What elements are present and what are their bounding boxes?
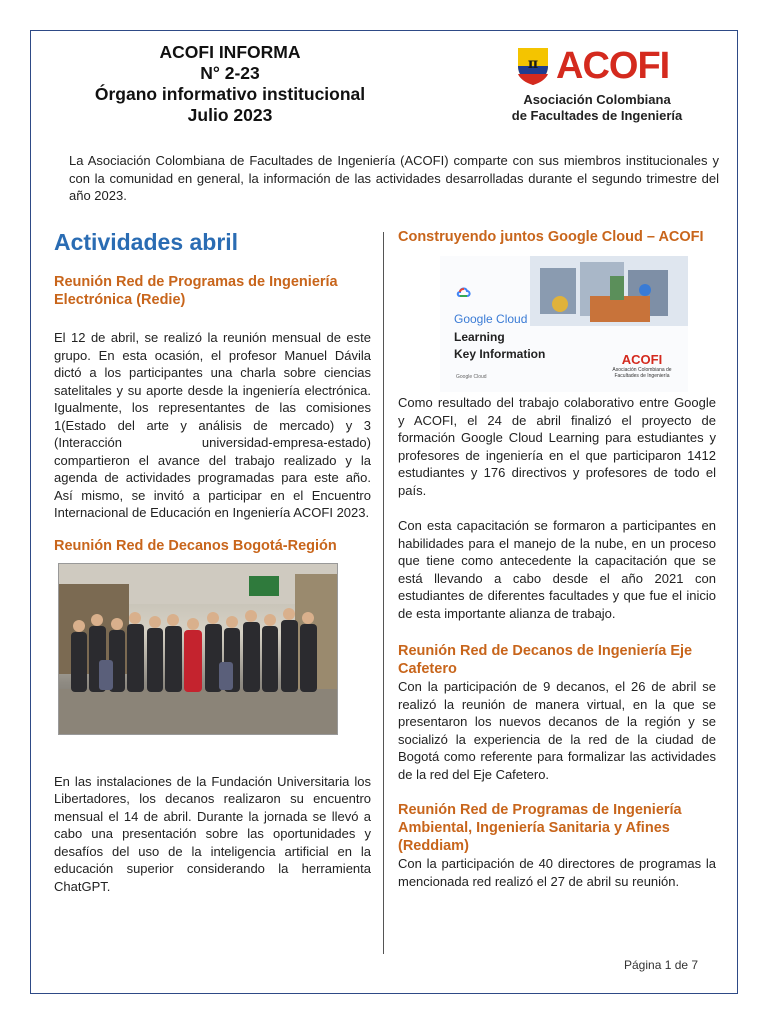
- shield-pi-icon: [516, 46, 550, 86]
- gcloud-footer: Google Cloud: [456, 374, 487, 380]
- article-title-redie: Reunión Red de Programas de Ingeniería Electrónica (Redie): [54, 274, 338, 308]
- svg-text:π: π: [527, 56, 539, 72]
- article-title-decanos-bogota: Reunión Red de Decanos Bogotá-Región: [54, 537, 337, 554]
- header-line-3: Órgano informativo institucional: [94, 84, 366, 104]
- header-line-2: N° 2-23: [200, 63, 260, 83]
- intro-paragraph: La Asociación Colombiana de Facultades de Ingeniería (ACOFI) comparte con sus miembros institucionales y con la comunidad en general, la información de las actividades desarrolladas durante el segundo trimestre del año 2023.: [69, 153, 719, 203]
- article-body-google-cloud-1: Como resultado del trabajo colaborativo entre Google y ACOFI, el 24 de abril finalizó el proyecto de formación Google Cloud Learning para estudiantes y profesores de ingeniería en el que participaron 1412 estudiantes y 176 directivos y profesores de todo el país.: [398, 395, 716, 498]
- newsletter-header: [60, 42, 400, 126]
- gcloud-acofi-sub: Asociación Colombiana de Facultades de Ingeniería: [612, 367, 672, 379]
- gcloud-title: Google Cloud: [454, 312, 528, 326]
- gcloud-learning: Learning: [454, 330, 505, 344]
- gcloud-key-info: Key Information: [454, 347, 546, 361]
- page-number: Página 1 de 7: [624, 958, 699, 972]
- logo-subtitle: [492, 92, 702, 124]
- article-body-decanos-bogota: En las instalaciones de la Fundación Universitaria los Libertadores, los decanos realizaron su encuentro mensual el 14 de abril. Durante la jornada se llevó a cabo una presentación sobre las oportunidades y desafíos del uso de la inteligencia artificial en la educación superior considerando la herramienta ChatGPT.: [54, 773, 371, 894]
- google-cloud-image: [440, 256, 688, 392]
- section-heading: Actividades abril: [54, 229, 239, 255]
- logo-wordmark: ACOFI: [556, 44, 670, 87]
- header-line-4: Julio 2023: [187, 105, 273, 125]
- article-title-reddiam: Reunión Red de Programas de Ingeniería Ambiental, Ingeniería Sanitaria y Afines (Reddiam): [398, 802, 682, 854]
- left-column: [54, 228, 371, 895]
- right-column: [398, 228, 716, 890]
- logo-sub-line-2: de Facultades de Ingeniería: [511, 108, 683, 123]
- article-body-reddiam: Con la participación de 40 directores de programas la mencionada red realizó el 27 de abril su reunión.: [398, 856, 716, 889]
- article-title-eje-cafetero: Reunión Red de Decanos de Ingeniería Eje Cafetero: [398, 643, 693, 677]
- acofi-logo: [492, 44, 702, 130]
- gcloud-acofi-logo: [602, 352, 682, 379]
- gcloud-acofi-word: ACOFI: [621, 352, 663, 367]
- logo-sub-line-1: Asociación Colombiana: [523, 92, 671, 107]
- article-body-eje-cafetero: Con la participación de 9 decanos, el 26 de abril se realizó la reunión de manera virtual, en la que se presentaron los nuevos decanos de la región y se socializó la experiencia de la red de la ciudad de Bogotá como referente para formalizar las actividades de la red del Eje Cafetero.: [398, 679, 716, 782]
- column-divider: [383, 232, 384, 954]
- header-line-1: ACOFI INFORMA: [159, 42, 301, 62]
- article-body-google-cloud-2: Con esta capacitación se formaron a participantes en habilidades para el manejo de la nube, en un proceso que tiene como antecedente la capacitación que se está llevando a cabo desde el año 2021 con estudiantes de diferentes facultades y que fue el inicio de esta importante alianza de trabajo.: [398, 518, 716, 621]
- group-photo: [58, 563, 338, 735]
- article-body-redie: El 12 de abril, se realizó la reunión mensual de este grupo. En esta ocasión, el profesor Manuel Dávila dictó a los participantes una charla sobre ciencias satelitales y su aporte desde la ingeniería electrónica. Igualmente, los representantes de las comisiones 1(Estado del arte y análisis de mercado) y 3 (Interacción universidad-empresa-estado) compartieron el avance del trabajo realizado y la agenda de actividades programadas para este año. Así mismo, se invitó a participar en el Encuentro Internacional de Educación en Ingeniería ACOFI 2023.: [54, 330, 371, 520]
- google-cloud-icon: [456, 286, 472, 298]
- article-title-google-cloud: Construyendo juntos Google Cloud – ACOFI: [398, 229, 704, 245]
